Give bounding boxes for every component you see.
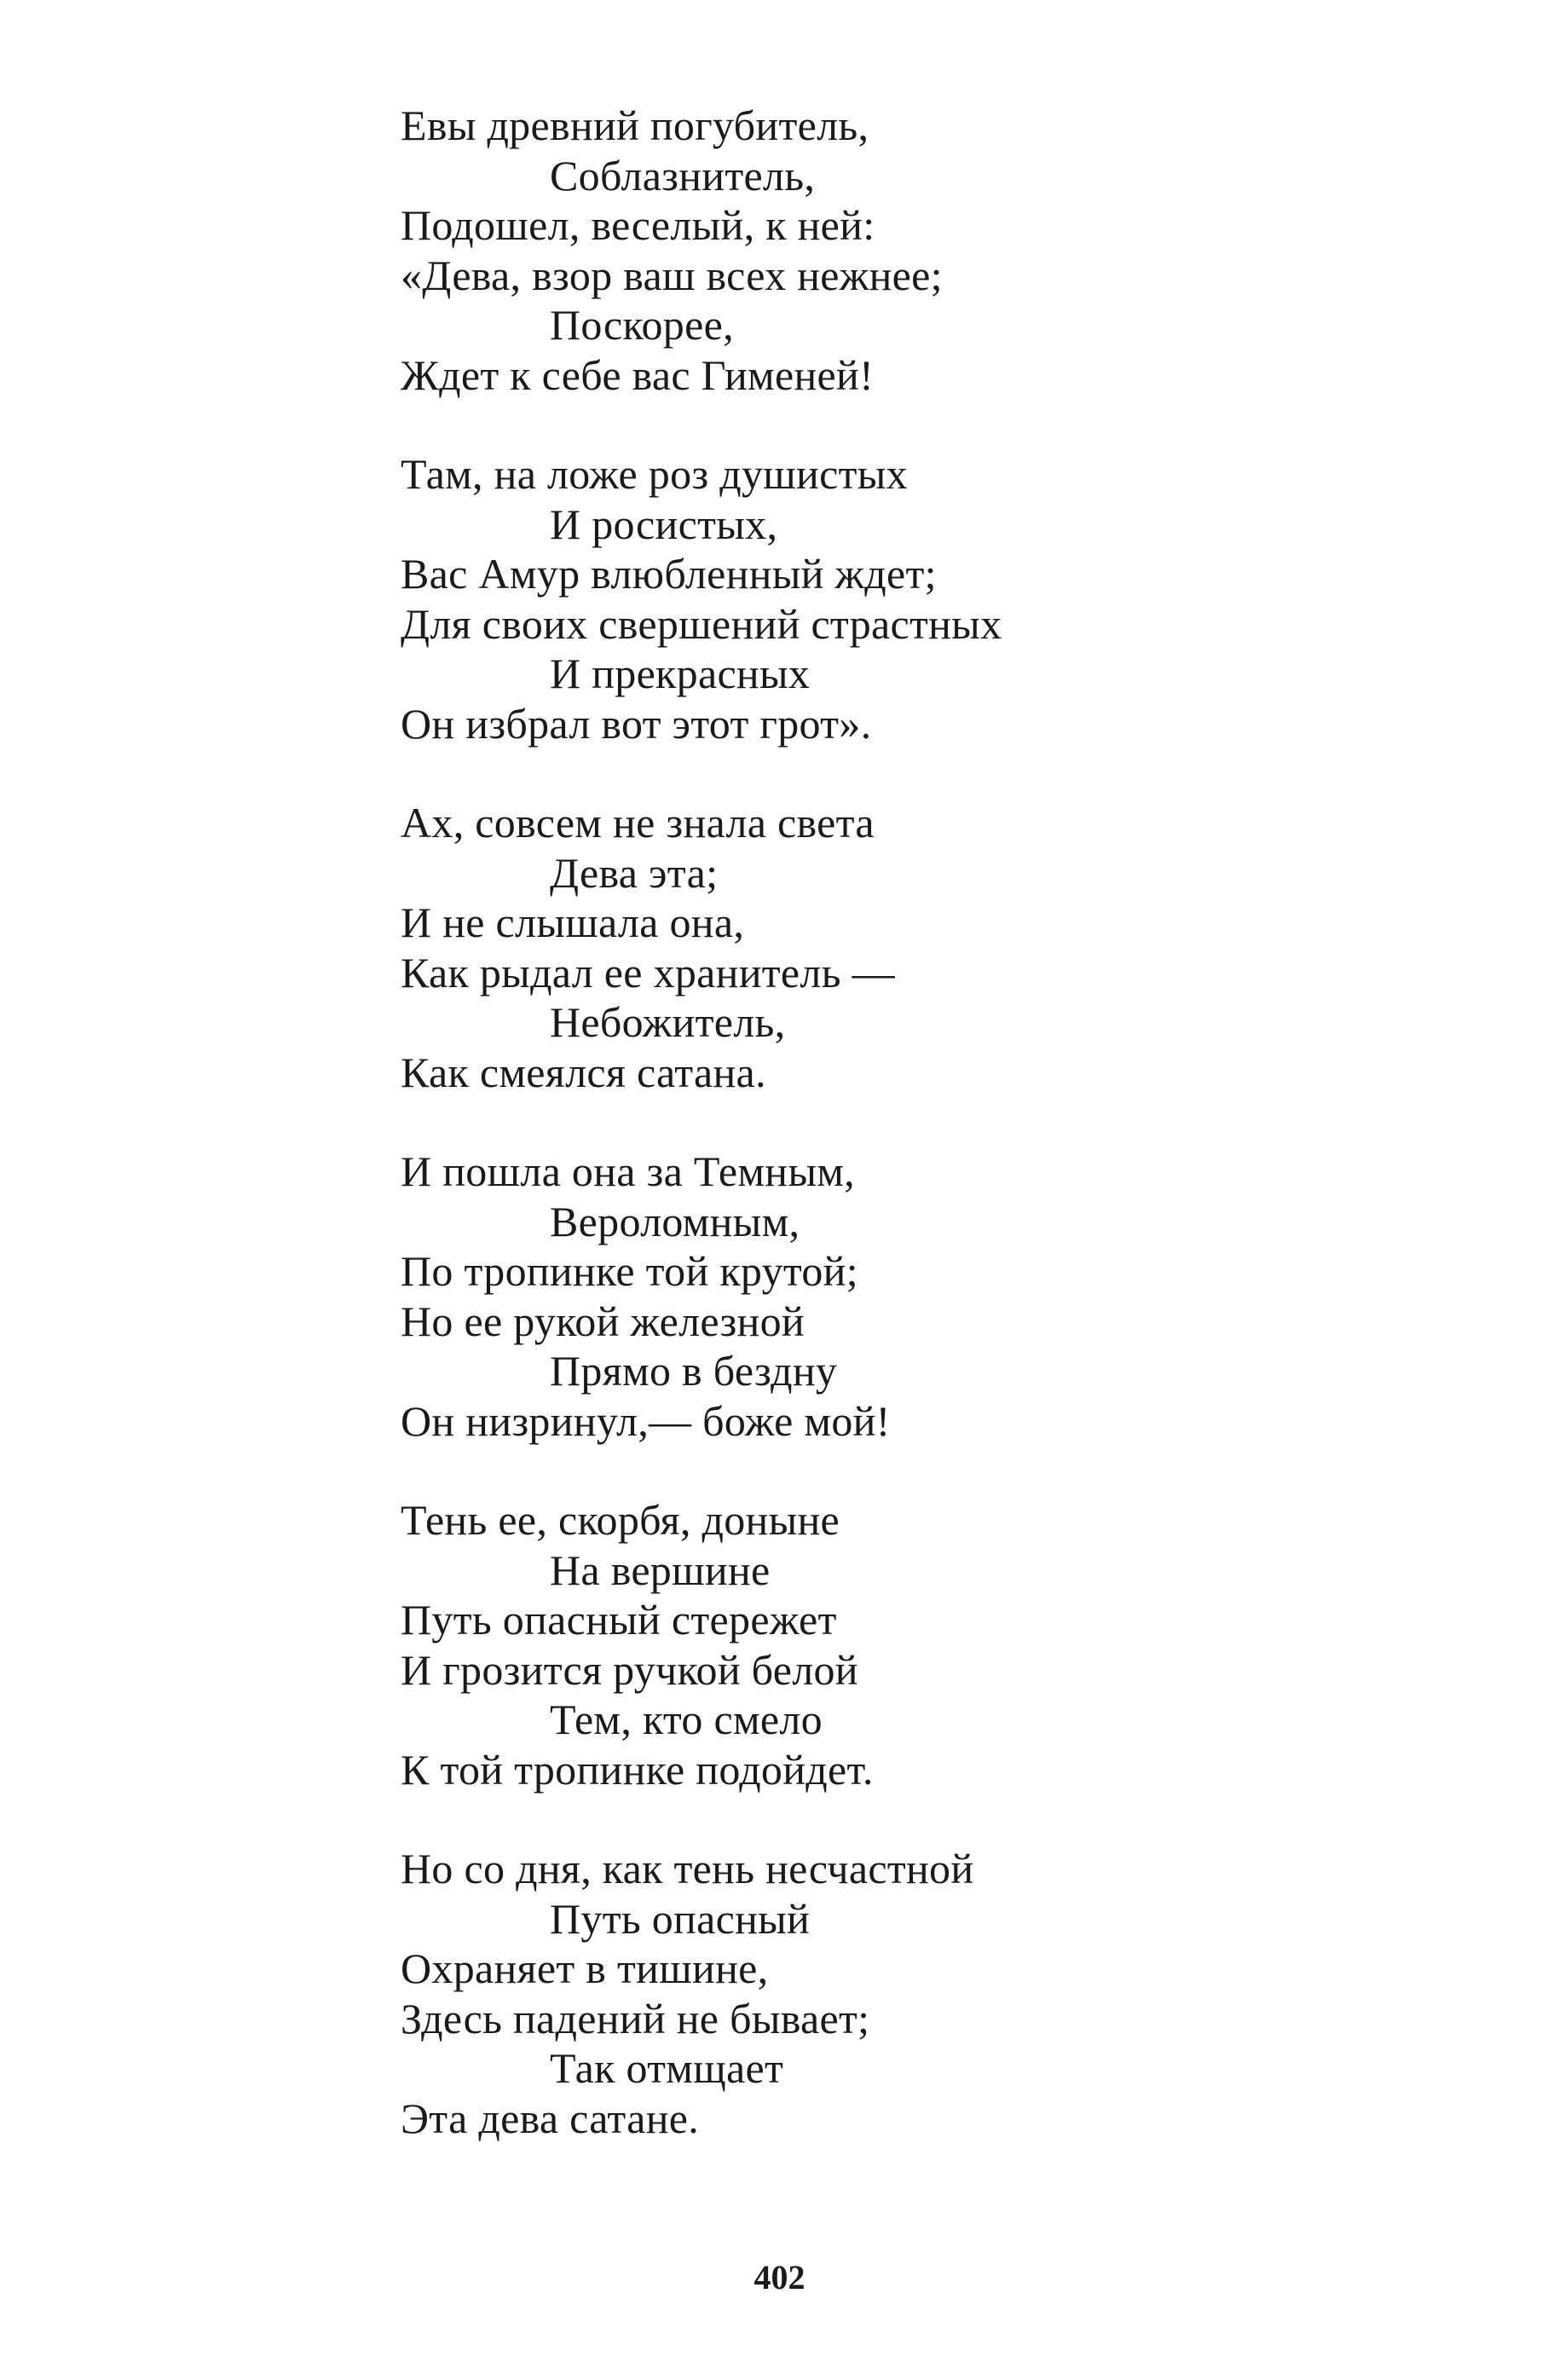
poem-line: Эта дева сатане. xyxy=(401,2094,700,2142)
poem-line: Как смеялся сатана. xyxy=(401,1048,766,1096)
poem-line: Так отмщает xyxy=(550,2044,784,2092)
poem-line: Путь опасный стережет xyxy=(401,1596,837,1643)
poem-line: Для своих свершений страстных xyxy=(401,599,1002,648)
poem-line: Подошел, веселый, к ней: xyxy=(401,201,875,249)
poem-line: Ждет к себе вас Гименей! xyxy=(401,350,875,399)
poem-line: И пошла она за Темным, xyxy=(401,1147,855,1195)
page-number: 402 xyxy=(754,2258,805,2296)
poem-line: Дева эта; xyxy=(550,848,719,897)
poem-line: К той тропинке подойдет. xyxy=(401,1745,874,1794)
poem-line: Здесь падений не бывает; xyxy=(401,1994,870,2042)
poem-line: Вас Амур влюбленный ждет; xyxy=(401,550,937,598)
poem-body xyxy=(401,101,1253,2192)
poem-line: Но со дня, как тень несчастной xyxy=(401,1845,974,1892)
poem-line: Путь опасный xyxy=(550,1894,811,1943)
poem-line: «Дева, взор ваш всех нежнее; xyxy=(401,251,943,299)
stanza xyxy=(401,1844,1253,2143)
poem-line: И росистых, xyxy=(550,500,778,548)
poem-line: Прямо в бездну xyxy=(550,1347,838,1395)
stanza xyxy=(401,1495,1253,1794)
poem-line: Как рыдал ее хранитель — xyxy=(401,948,895,996)
stanza xyxy=(401,449,1253,748)
poem-line: И прекрасных xyxy=(550,650,811,697)
stanza xyxy=(401,101,1253,400)
poem-line: Небожитель, xyxy=(550,998,786,1046)
poem-line: Евы древний погубитель, xyxy=(401,101,869,149)
poem-line: Поскорее, xyxy=(550,301,734,349)
poem-line: На вершине xyxy=(550,1545,771,1594)
poem-line: Он избрал вот этот грот». xyxy=(401,699,872,748)
poem-line: Там, на ложе роз душистых xyxy=(401,450,908,498)
poem-line: Он низринул,— боже мой! xyxy=(401,1396,891,1445)
poem-line: И не слышала она, xyxy=(401,898,745,946)
stanza xyxy=(401,798,1253,1097)
stanza xyxy=(401,1147,1253,1446)
poem-line: Охраняет в тишине, xyxy=(401,1944,769,1992)
poem-line: По тропинке той крутой; xyxy=(401,1247,858,1295)
poem-line: Соблазнитель, xyxy=(550,151,816,199)
poem-line: Но ее рукой железной xyxy=(401,1297,805,1345)
poem-line: Вероломным, xyxy=(550,1197,800,1245)
poem-line: Ах, совсем не знала света xyxy=(401,799,875,846)
poem-line: Тем, кто смело xyxy=(550,1695,823,1743)
poem-line: Тень ее, скорбя, доныне xyxy=(401,1496,840,1544)
poem-line: И грозится ручкой белой xyxy=(401,1645,858,1694)
